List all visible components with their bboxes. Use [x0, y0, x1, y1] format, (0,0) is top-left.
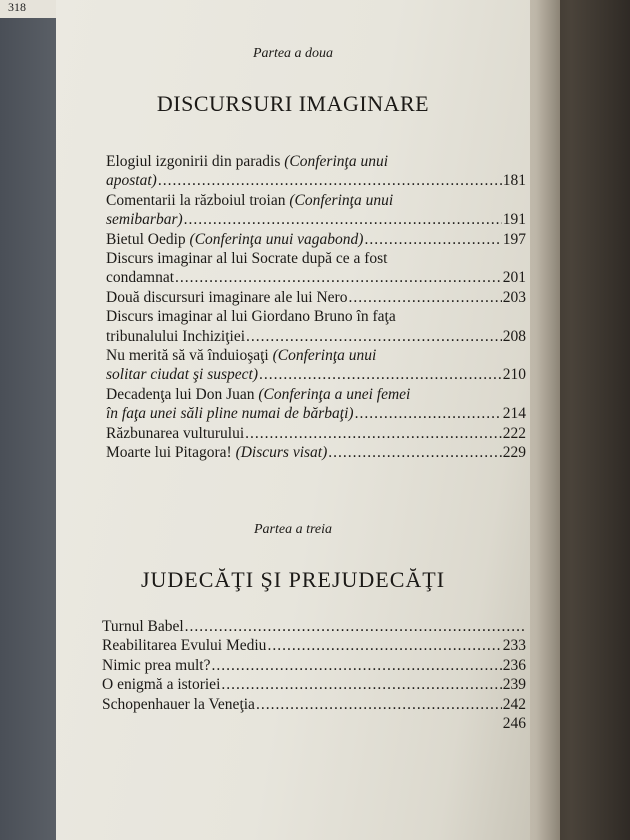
toc-entry: Discurs imaginar al lui Giordano Bruno în faţa tribunalului Inchiziţiei ..... 208 [106, 307, 526, 346]
toc-page-number: 214 [502, 405, 526, 423]
toc-entry: Decadenţa lui Don Juan (Conferinţa a unei femei în faţa unei săli pline numai de bărbaţi) ..... 214 [106, 385, 526, 424]
toc-entry: Două discursuri imaginare ale lui Nero ..... 203 [106, 288, 526, 307]
book-page [56, 0, 530, 840]
page-number: 318 [8, 0, 26, 14]
toc-page-number: 208 [502, 327, 526, 345]
toc-page-number: 236 [502, 656, 526, 674]
toc-entry [102, 714, 526, 733]
toc-entry: Nimic prea mult? ..... 236 [102, 656, 526, 675]
toc-page-number: 239 [502, 676, 526, 694]
part2-title: DISCURSURI IMAGINARE [156, 91, 430, 116]
toc-entry: Turnul Babel ..... [102, 617, 526, 636]
toc-entry: Moarte lui Pitagora! (Discurs visat) ..... 229 [106, 443, 526, 462]
toc-page-number: 246 [502, 715, 526, 733]
toc-page-number: 229 [502, 444, 526, 462]
toc-entry: Răzbunarea vulturului ..... 222 [106, 424, 526, 443]
prev-page-corner [0, 0, 56, 18]
part3-label: Partea a treia [253, 522, 333, 537]
toc-page-number: 210 [502, 366, 526, 384]
part2-label: Partea a doua [252, 46, 334, 61]
toc-page-number: 197 [502, 230, 526, 248]
toc-page-number: 233 [502, 637, 526, 655]
toc-page-number: 203 [502, 288, 526, 306]
toc-page-number: 181 [502, 172, 526, 190]
part3-toc [102, 617, 526, 733]
toc-page-number: 242 [502, 695, 526, 713]
left-page-edge [0, 0, 56, 840]
toc-page-number: 201 [502, 269, 526, 287]
toc-entry: Comentarii la războiul troian (Conferinţa unui semibarbar) ..... 191 [106, 191, 526, 230]
toc-entry: Reabilitarea Evului Mediu ..... 233 [102, 636, 526, 655]
toc-page-number: 222 [502, 424, 526, 442]
toc-entry: Schopenhauer la Veneţia ..... 242 [102, 695, 526, 714]
part3-title: JUDECĂŢI ŞI PREJUDECĂŢI [140, 567, 446, 592]
toc-entry: Nu merită să vă înduioşaţi (Conferinţa unui solitar ciudat şi suspect) ..... 210 [106, 346, 526, 385]
toc-entry: Discurs imaginar al lui Socrate după ce a fost condamnat ..... 201 [106, 249, 526, 288]
part2-toc [106, 152, 526, 463]
toc-entry: O enigmă a istoriei ..... 239 [102, 675, 526, 694]
toc-page-number: 191 [502, 211, 526, 229]
toc-entry: Bietul Oedip (Conferinţa unui vagabond) ..... 197 [106, 230, 526, 249]
toc-entry: Elogiul izgonirii din paradis (Conferinţa unui apostat) ..... 181 [106, 152, 526, 191]
